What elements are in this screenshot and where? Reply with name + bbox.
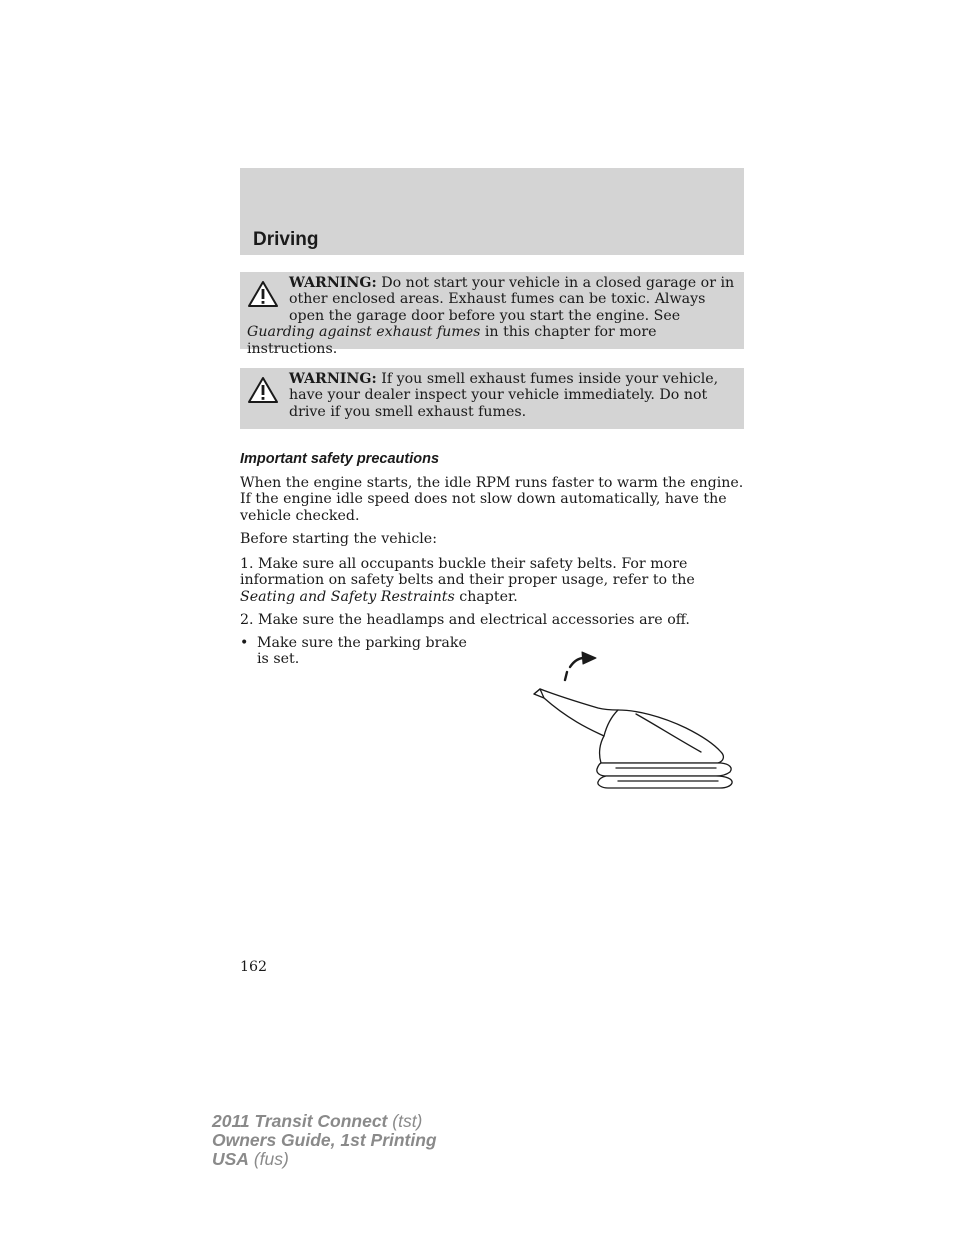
warning-reference: Guarding against exhaust fumes (247, 324, 481, 341)
page-number: 162 (240, 959, 268, 975)
step-1-text-end: chapter. (454, 588, 518, 605)
footer-model-code: (tst) (387, 1111, 423, 1131)
footer-model: 2011 Transit Connect (212, 1111, 388, 1131)
step-2-paragraph: 2. Make sure the headlamps and electrical accessories are off. (240, 612, 690, 628)
footer-line-2 (212, 1131, 437, 1150)
chapter-title: Driving (253, 229, 319, 250)
step-1-text: 1. Make sure all occupants buckle their safety belts. For more information on safety belts and their proper usage, refer to the (240, 556, 695, 589)
warning-box-garage (240, 272, 744, 357)
warning-triangle-icon (247, 376, 279, 404)
bullet-item (240, 635, 480, 668)
footer-market: USA (212, 1149, 249, 1169)
step-1-reference: Seating and Safety Restraints (240, 588, 455, 605)
warning-text: Do not start your vehicle in a closed garage or in other enclosed areas. Exhaust fumes can be toxic. Always open the garage door before you start the engine. See (289, 275, 735, 324)
document-footer (212, 1112, 437, 1169)
before-starting-paragraph: Before starting the vehicle: (240, 531, 437, 547)
footer-line-3 (212, 1150, 437, 1169)
warning-text: If you smell exhaust fumes inside your vehicle, have your dealer inspect your vehicle immediately. Do not drive if you smell exhaust fumes. (289, 371, 719, 420)
bullet-text: Make sure the parking brake is set. (257, 635, 467, 668)
footer-line-1 (212, 1112, 437, 1131)
warning-label: WARNING: (289, 371, 377, 387)
warning-text-end: in this chapter for more instructions. (247, 324, 657, 357)
footer-printing: Owners Guide, 1st Printing (212, 1130, 437, 1150)
footer-market-code: (fus) (248, 1149, 289, 1169)
bullet-mark: • (240, 635, 249, 651)
warning-label: WARNING: (289, 275, 377, 291)
section-heading: Important safety precautions (240, 451, 440, 467)
chapter-header (240, 168, 744, 255)
warning-triangle-icon (247, 280, 279, 308)
warning-box-exhaust (240, 368, 744, 429)
step-1-paragraph (240, 556, 746, 605)
intro-paragraph: When the engine starts, the idle RPM runs faster to warm the engine. If the engine idle speed does not slow down automatically, have the vehicle checked. (240, 475, 744, 524)
parking-brake-lever-illustration (526, 648, 741, 797)
